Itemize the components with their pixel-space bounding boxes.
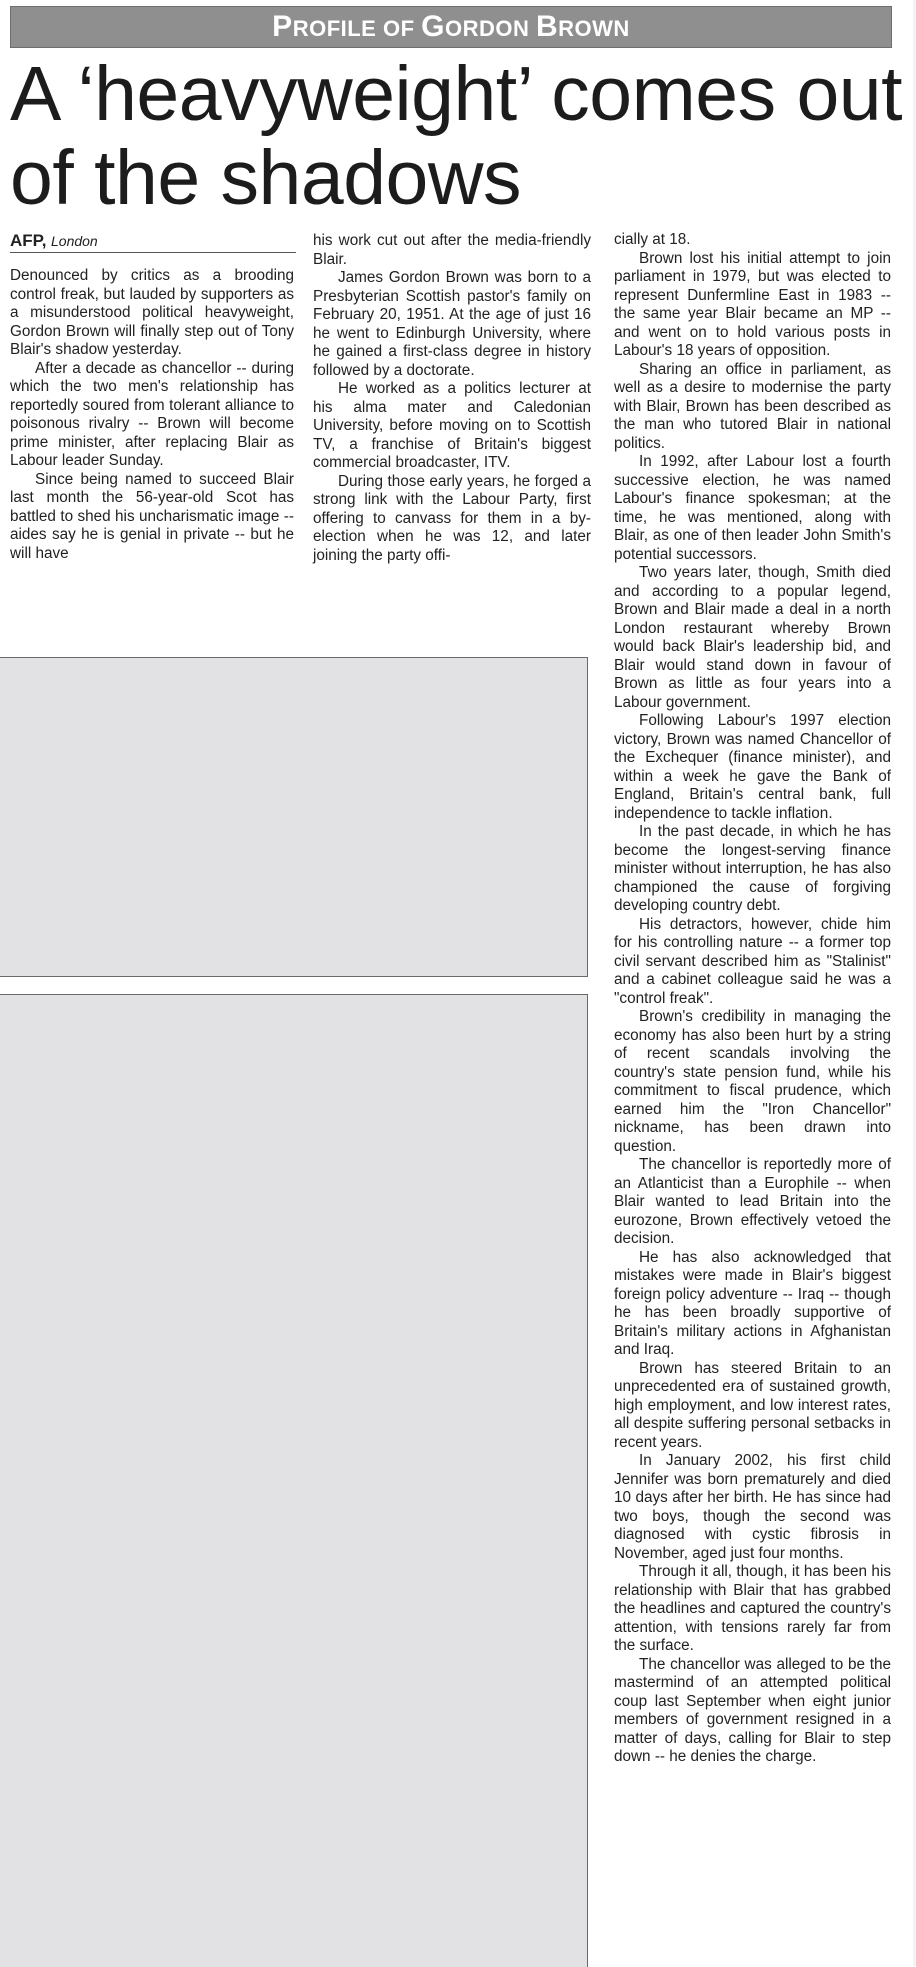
byline-city: London <box>51 233 98 249</box>
headline-line-1: A ‘heavyweight’ comes out <box>10 51 903 137</box>
banner-word-3: ROWN <box>558 16 630 41</box>
paragraph: James Gordon Brown was born to a Presbyterian Scottish pastor's family on February 20, 1951. At the age of just 16 he went to Edinburgh University, where he gained a first-class degree in history followed by a doctorate. <box>313 269 591 379</box>
paragraph: After a decade as chancellor -- during which the two men's relationship has reportedly soured from tolerant alliance to poisonous rivalry -- Brown will become prime minister, after replacing Blair as Labour leader Sunday. <box>10 359 294 469</box>
paragraph: Through it all, though, it has been his relationship with Blair that has grabbed the headlines and captured the country's attention, with tensions rarely far from the surface. <box>614 1563 891 1654</box>
banner-word-1: ROFILE OF <box>292 16 422 41</box>
paragraph: The chancellor is reportedly more of an Atlanticist than a Europhile -- when Blair wanted to lead Britain into the eurozone, Brown effectively vetoed the decision. <box>614 1156 891 1247</box>
paragraph: In the past decade, in which he has become the longest-serving finance minister without interruption, he has also championed the cause of forgiving developing country debt. <box>614 823 891 914</box>
paragraph: his work cut out after the media-friendly Blair. <box>313 232 591 268</box>
byline-agency: AFP, <box>10 231 47 250</box>
paragraph: Two years later, though, Smith died and according to a popular legend, Brown and Blair made a deal in a north London restaurant whereby Brown would back Blair's leadership bid, and Blair would stand down in favour of Brown as little as four years into a Labour government. <box>614 564 891 711</box>
paragraph: Brown's credibility in managing the economy has also been hurt by a string of recent scandals involving the country's state pension fund, while his commitment to fiscal prudence, which earned him the "Iron Chancellor" nickname, has been drawn into question. <box>614 1008 891 1155</box>
photo-placeholder-top <box>0 657 588 977</box>
article-column-3 <box>614 231 891 1767</box>
paragraph: Brown has steered Britain to an unprecedented era of sustained growth, high employment, and low interest rates, all despite suffering personal setbacks in recent years. <box>614 1359 891 1451</box>
paragraph: During those early years, he forged a strong link with the Labour Party, first offering to canvass for them in a by-election when he was 12, and later joining the party offi- <box>313 472 591 564</box>
article-column-1 <box>10 267 294 563</box>
photo-placeholder-bottom <box>0 994 588 1967</box>
paragraph: The chancellor was alleged to be the mastermind of an attempted political coup last September when eight junior members of government resigned in a matter of days, calling for Blair to step down -- he denies the charge. <box>614 1655 891 1765</box>
byline <box>10 231 98 251</box>
paragraph: Sharing an office in parliament, as well as a desire to modernise the party with Blair, Brown has been described as the man who tutored Blair in national politics. <box>614 360 891 452</box>
paragraph: In 1992, after Labour lost a fourth successive election, he was named Labour's finance spokesman; at the time, he was mentioned, along with Blair, as one of then leader John Smith's potential successors. <box>614 453 891 563</box>
paragraph: His detractors, however, chide him for his controlling nature -- a former top civil servant described him as "Stalinist" and a cabinet colleague said he was a "control freak". <box>614 915 891 1007</box>
paragraph: He has also acknowledged that mistakes were made in Blair's biggest foreign policy adventure -- Iraq -- though he has been broadly supportive of Britain's military actions in Afghanistan and Iraq. <box>614 1248 891 1358</box>
article-column-2 <box>313 232 591 565</box>
section-banner <box>10 6 892 48</box>
paragraph: In January 2002, his first child Jennifer was born prematurely and died 10 days after her birth. He has since had two boys, though the second was diagnosed with cystic fibrosis in November, aged just four months. <box>614 1452 891 1562</box>
paragraph: Since being named to succeed Blair last month the 56-year-old Scot has battled to shed his uncharismatic image -- aides say he is genial in private -- but he will have <box>10 470 294 562</box>
paragraph: Denounced by critics as a brooding control freak, but lauded by supporters as a misunderstood political heavyweight, Gordon Brown will finally step out of Tony Blair's shadow yesterday. <box>10 267 294 358</box>
banner-word-2: ORDON <box>444 16 536 41</box>
paragraph: Following Labour's 1997 election victory, Brown was named Chancellor of the Exchequer (finance minister), and within a week he gave the Bank of England, Britain's central bank, full independence to tackle inflation. <box>614 712 891 822</box>
headline-line-2: of the shadows <box>10 135 521 221</box>
headline <box>10 52 906 220</box>
byline-divider <box>10 252 296 253</box>
banner-cap-2: G <box>421 10 445 43</box>
paragraph: He worked as a politics lecturer at his alma mater and Caledonian University, before moving on to Scottish TV, a franchise of Britain's biggest commercial broadcaster, ITV. <box>313 380 591 471</box>
banner-cap-3: B <box>535 10 559 43</box>
banner-cap-1: P <box>272 10 293 43</box>
paragraph: Brown lost his initial attempt to join parliament in 1979, but was elected to represent Dunfermline East in 1983 -- the same year Blair became an MP -- and went on to hold various posts in Labour's 18 years of opposition. <box>614 249 891 359</box>
paragraph: cially at 18. <box>614 231 691 248</box>
